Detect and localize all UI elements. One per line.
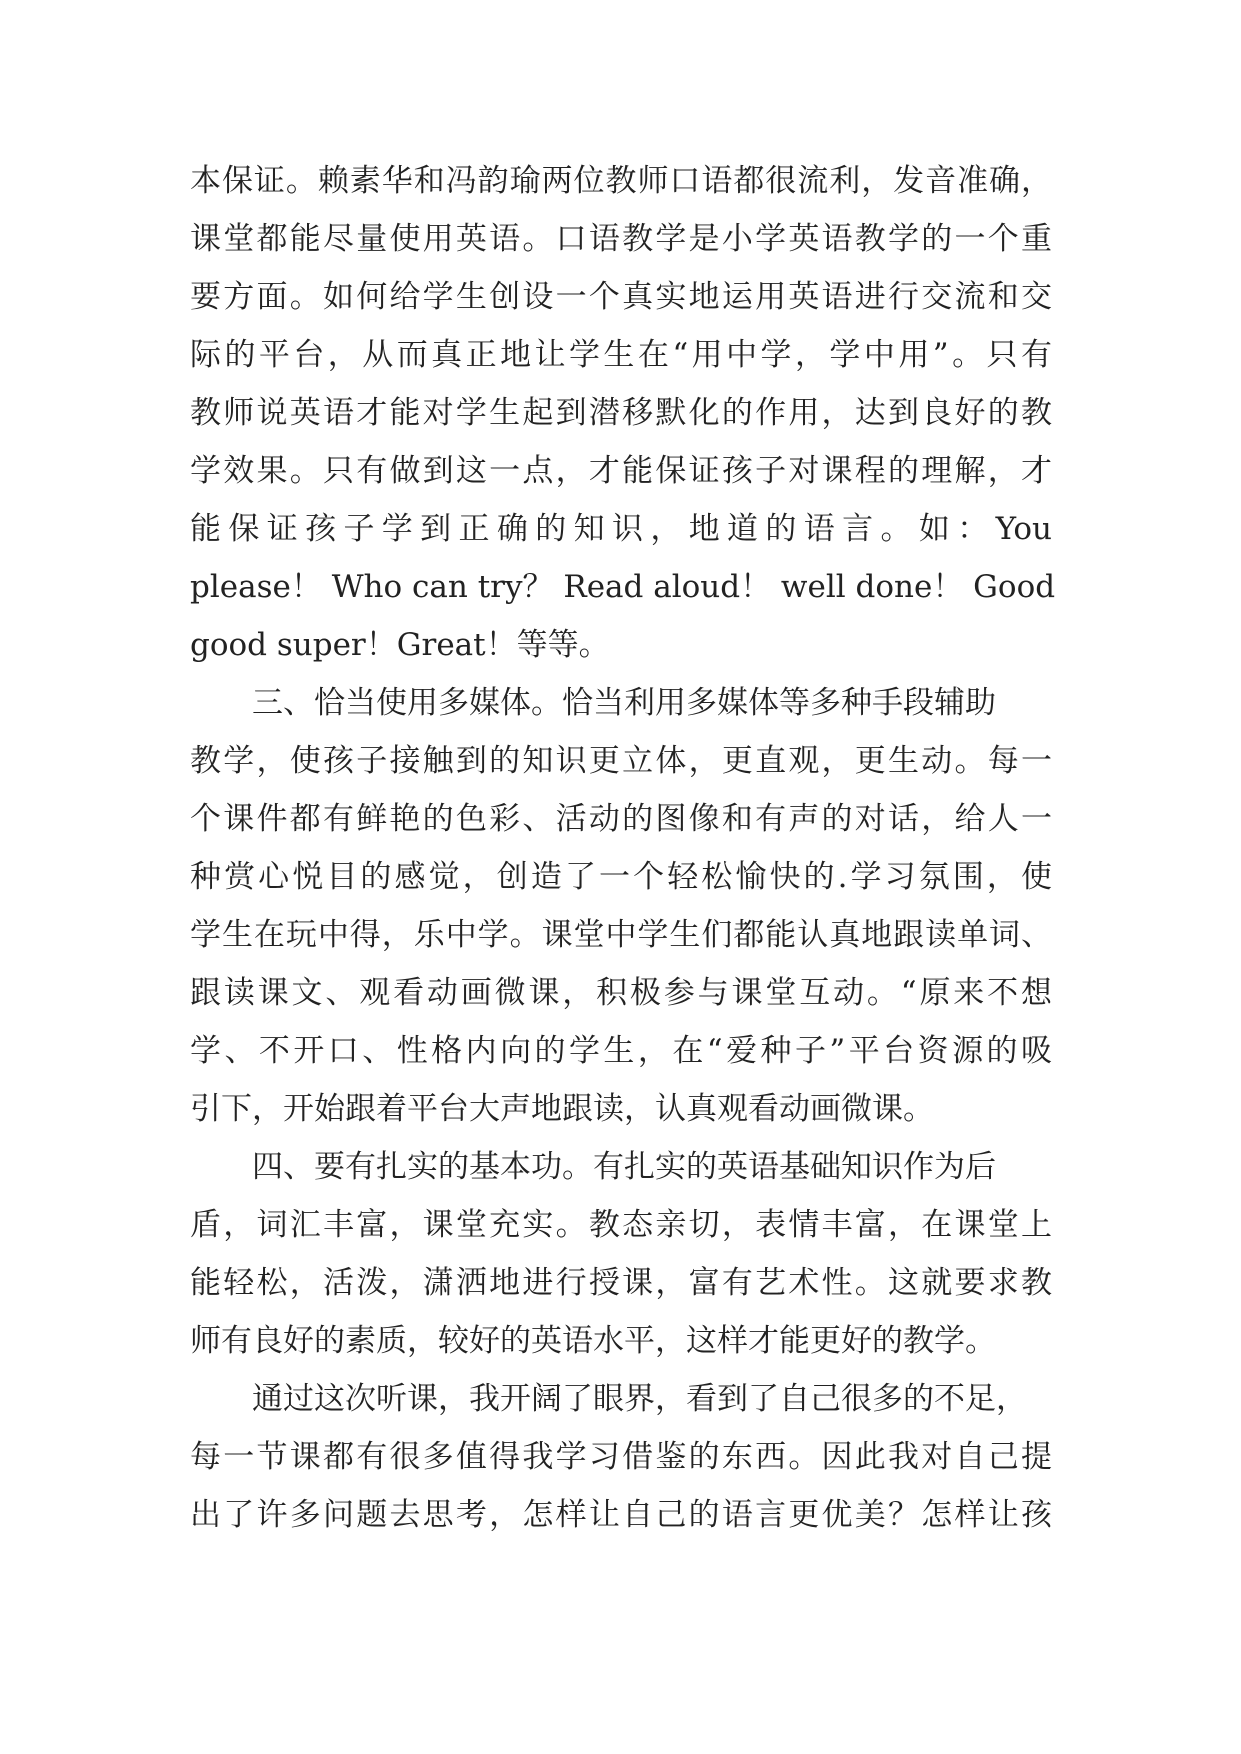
text-line: good super！Great！等等。 xyxy=(190,627,610,663)
text-line: please！ Who can try？ Read aloud！ well done！ Good xyxy=(190,569,1056,605)
text-line: 教学，使孩子接触到的知识更立体，更直观，更生动。每一 xyxy=(190,743,1052,779)
text-line: 跟读课文、观看动画微课，积极参与课堂互动。“原来不想 xyxy=(190,975,1052,1011)
paragraph-start-line: 通过这次听课，我开阔了眼界，看到了自己很多的不足， xyxy=(252,1381,1027,1417)
paragraph-start-line: 四、要有扎实的基本功。有扎实的英语基础知识作为后 xyxy=(252,1149,996,1185)
text-line: 学生在玩中得，乐中学。课堂中学生们都能认真地跟读单词、 xyxy=(190,917,1052,953)
text-line: 能保证孩子学到正确的知识，地道的语言。如：You xyxy=(190,511,1052,547)
text-line: 引下，开始跟着平台大声地跟读，认真观看动画微课。 xyxy=(190,1091,934,1127)
text-line: 学效果。只有做到这一点，才能保证孩子对课程的理解，才 xyxy=(190,453,1052,489)
text-line: 种赏心悦目的感觉，创造了一个轻松愉快的.学习氛围，使 xyxy=(190,859,1052,895)
text-line: 课堂都能尽量使用英语。口语教学是小学英语教学的一个重 xyxy=(190,221,1052,257)
text-line: 每一节课都有很多值得我学习借鉴的东西。因此我对自己提 xyxy=(190,1439,1052,1475)
text-line: 能轻松，活泼，潇洒地进行授课，富有艺术性。这就要求教 xyxy=(190,1265,1052,1301)
text-line: 师有良好的素质，较好的英语水平，这样才能更好的教学。 xyxy=(190,1323,996,1359)
paragraph-start-line: 三、恰当使用多媒体。恰当利用多媒体等多种手段辅助 xyxy=(252,685,996,721)
text-line: 学、不开口、性格内向的学生，在“爱种子”平台资源的吸 xyxy=(190,1033,1052,1069)
text-line: 本保证。赖素华和冯韵瑜两位教师口语都很流利，发音准确， xyxy=(190,163,1052,199)
text-line: 盾，词汇丰富，课堂充实。教态亲切，表情丰富，在课堂上 xyxy=(190,1207,1052,1243)
text-line: 际的平台，从而真正地让学生在“用中学，学中用”。只有 xyxy=(190,337,1052,373)
text-line: 要方面。如何给学生创设一个真实地运用英语进行交流和交 xyxy=(190,279,1052,315)
text-line: 个课件都有鲜艳的色彩、活动的图像和有声的对话，给人一 xyxy=(190,801,1052,837)
text-line: 出了许多问题去思考，怎样让自己的语言更优美？怎样让孩 xyxy=(190,1497,1052,1533)
body-text xyxy=(190,152,1056,1544)
text-line: 教师说英语才能对学生起到潜移默化的作用，达到良好的教 xyxy=(190,395,1052,431)
